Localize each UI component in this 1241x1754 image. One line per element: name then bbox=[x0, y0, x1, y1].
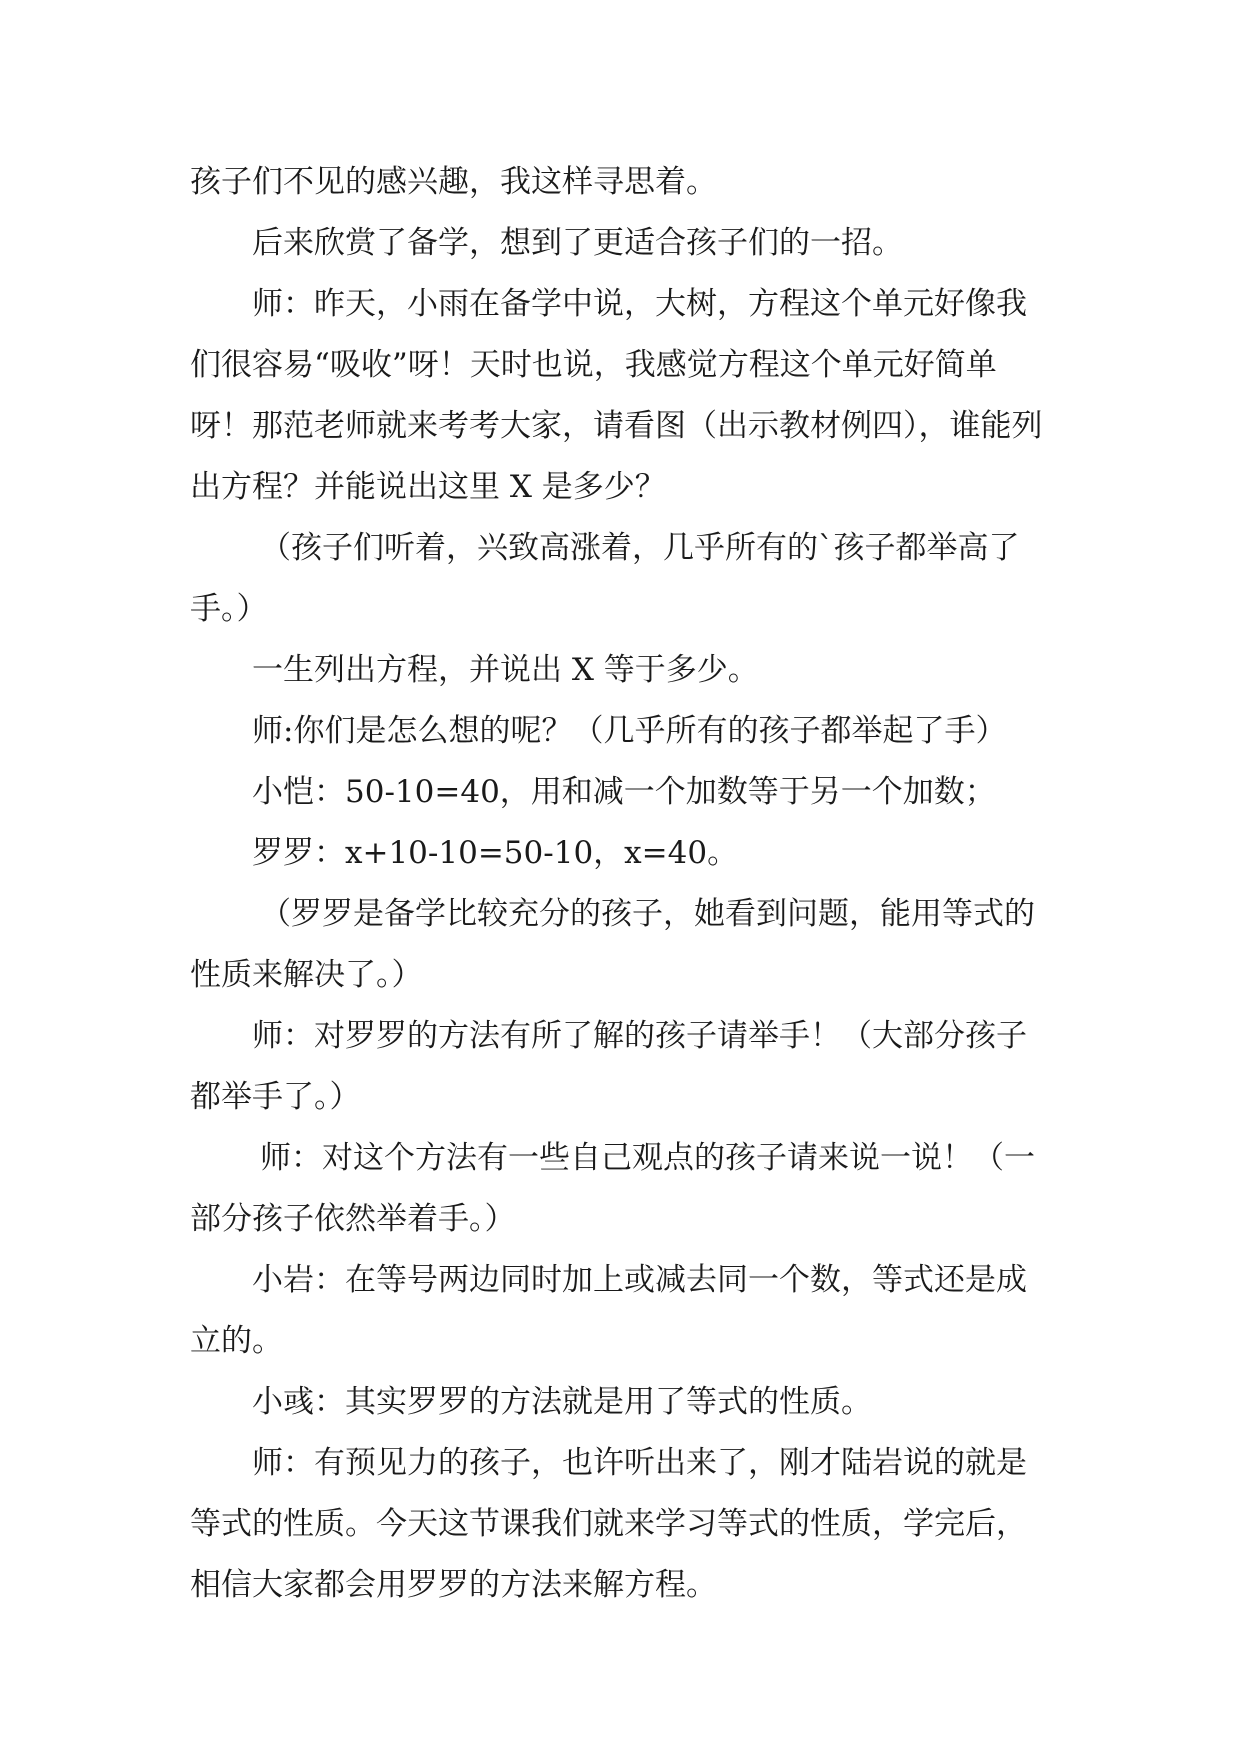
paragraph-13: 小彧：其实罗罗的方法就是用了等式的性质。 bbox=[252, 1384, 872, 1420]
document-body bbox=[190, 152, 1050, 1616]
paragraph-10: 师：对罗罗的方法有所了解的孩子请举手！（大部分孩子都举手了。） bbox=[190, 1018, 1027, 1115]
paragraph-9: （罗罗是备学比较充分的孩子，她看到问题，能用等式的性质来解决了。） bbox=[190, 896, 1035, 993]
paragraph-8: 罗罗：x+10-10=50-10，x=40。 bbox=[252, 835, 739, 871]
paragraph-11: 师：对这个方法有一些自己观点的孩子请来说一说！（一部分孩子依然举着手。） bbox=[190, 1140, 1035, 1237]
paragraph-1: 孩子们不见的感兴趣，我这样寻思着。 bbox=[190, 164, 717, 200]
paragraph-6: 师:你们是怎么想的呢？（几乎所有的孩子都举起了手） bbox=[252, 713, 1007, 749]
paragraph-4: （孩子们听着，兴致高涨着，几乎所有的`孩子都举高了手。） bbox=[190, 530, 1020, 627]
paragraph-5: 一生列出方程，并说出 X 等于多少。 bbox=[252, 652, 759, 688]
paragraph-7: 小恺：50-10=40，用和减一个加数等于另一个加数； bbox=[252, 774, 996, 810]
paragraph-2: 后来欣赏了备学，想到了更适合孩子们的一招。 bbox=[252, 225, 903, 261]
paragraph-14: 师：有预见力的孩子，也许听出来了，刚才陆岩说的就是等式的性质。今天这节课我们就来学习等式的性质，学完后，相信大家都会用罗罗的方法来解方程。 bbox=[190, 1445, 1027, 1603]
paragraph-3: 师：昨天，小雨在备学中说，大树，方程这个单元好像我们很容易“吸收”呀！天时也说，我感觉方程这个单元好简单呀！那范老师就来考考大家，请看图（出示教材例四），谁能列出方程？并能说出这里 X 是多少？ bbox=[190, 286, 1043, 505]
paragraph-12: 小岩：在等号两边同时加上或减去同一个数，等式还是成立的。 bbox=[190, 1262, 1027, 1359]
